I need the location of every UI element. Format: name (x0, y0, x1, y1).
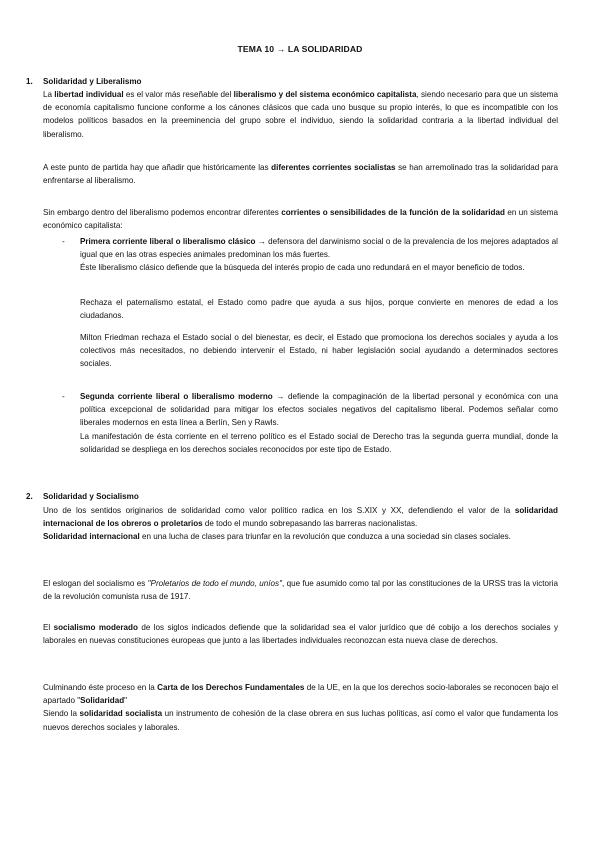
bullet-1-text (80, 235, 558, 261)
bullet-1-paragraph-3-block (80, 296, 558, 322)
text-run: El eslogan del socialismo es (43, 579, 148, 588)
section-2-title: Solidaridad y Socialismo (43, 492, 139, 501)
bullet-2-item (80, 390, 558, 456)
bold-run: Primera corriente liberal o liberalismo clásico → (80, 237, 266, 246)
bold-run: solidaridad socialista (79, 709, 163, 719)
text-run: A este punto de partida hay que añadir que históricamente las (43, 163, 272, 172)
text-run: un instrumento de cohesión de la clase obrera en sus luchas políticas, así como el valor que fundamenta los nuevos derechos sociales y laborales. (43, 709, 558, 732)
s2-paragraph-4 (43, 621, 558, 647)
s2-paragraph-1 (43, 504, 558, 544)
text-run: de todo el mundo sobrepasando las barreras nacionalistas. (202, 519, 418, 529)
bold-run: Carta de los Derechos Fundamentales (157, 683, 305, 692)
section-1-number: 1. (26, 77, 33, 86)
bullet-2-marker: - (62, 392, 65, 401)
s2-paragraph-3 (43, 577, 558, 603)
bold-run: diferentes corrientes socialistas (271, 163, 396, 172)
s2-paragraph-1-text (43, 504, 558, 530)
bold-run: liberalismo y del sistema económico capitalista (233, 90, 417, 99)
text-run: defensora del darwinismo social o de la prevalencia de los mejores adaptados al igual que en las otras especies animales predominan los más fuertes. (80, 237, 558, 260)
section-1-heading (26, 75, 142, 88)
bold-run: libertad individual (54, 90, 124, 99)
text-run: , siendo necesario para que un sistema de economía capitalismo funcione conforme a los cánones clásicos que cada uno busque su propio interés, lo que es incompatible con los modelos políticos basados en la preeminencia del grupo sobre el individuo, siendo la solidaridad contraria a la libertad individual del liberalismo. (43, 90, 558, 139)
bullet-1-paragraph-4-block (80, 331, 558, 371)
section-1-title: Solidaridad y Liberalismo (43, 77, 142, 86)
text-run: defiende la compaginación de la libertad personal y económica con una política excepcional de solidaridad para mitigar los efectos sociales negativos del capitalismo liberal. Podemos señalar como liberales modernos en esta línea a Berlín, Sen y Rawls. (80, 392, 558, 428)
bold-run: socialismo moderado (53, 623, 138, 632)
bold-run: solidaridad internacional de los obreros o proletarios (43, 506, 558, 529)
section-2-heading (26, 490, 139, 503)
text-run: Sin embargo dentro del liberalismo podemos encontrar diferentes (43, 208, 282, 217)
italic-run: "Proletarios de todo el mundo, uníos" (147, 579, 282, 588)
bullet-1-marker: - (62, 237, 65, 246)
text-run: es el valor más reseñable del (123, 90, 234, 99)
bold-run: Solidaridad (80, 696, 125, 706)
text-run: " (124, 696, 128, 706)
bullet-2-text (80, 390, 558, 430)
text-run: en una lucha de clases para triunfar en la revolución que conduzca a una sociedad sin clases sociales. (139, 532, 511, 542)
text-run: se han arremolinado tras la solidaridad para enfrentarse al liberalismo. (43, 163, 559, 186)
bullet-1-item (80, 235, 558, 275)
bullet-2-paragraph-2: La manifestación de ésta corriente en el terreno político es el Estado social de Derecho tras la segunda guerra mundial, donde la solidaridad se despliega en los derechos sociales reconocidos por este tipo de Estado. (80, 431, 558, 454)
text-run: El (43, 623, 54, 632)
s1-paragraph-2-text (43, 161, 558, 187)
s1-paragraph-1 (43, 88, 558, 141)
s2-paragraph-5 (43, 681, 558, 734)
bold-run: Segunda corriente liberal o liberalismo moderno → (80, 392, 285, 401)
text-run: de los siglos indicados defiende que la solidaridad sea el valor jurídico que dé cobijo a los derechos sociales y laborales en nuevas constituciones europeas que junto a las libertades individuales reconozcan esta nueva clase de derechos. (43, 623, 558, 646)
s1-paragraph-1-text (43, 88, 558, 141)
text-run: , que fue asumido como tal por las constituciones de la URSS tras la victoria de la revolución comunista rusa de 1917. (43, 579, 558, 602)
s2-paragraph-2-text (43, 530, 558, 543)
text-run: Siendo la (43, 709, 80, 719)
bold-run: Solidaridad internacional (43, 532, 140, 542)
s2-paragraph-4-text (43, 621, 558, 647)
s1-paragraph-3-text (43, 206, 558, 232)
s2-paragraph-3-text (43, 577, 558, 603)
s2-paragraph-6-text (43, 707, 558, 733)
section-2-number: 2. (26, 492, 33, 501)
s1-paragraph-3 (43, 206, 558, 232)
text-run: Culminando éste proceso en la (43, 683, 158, 692)
bullet-1-paragraph-2: Éste liberalismo clásico defiende que la búsqueda del interés propio de cada uno redundará en el mayor beneficio de todos. (80, 263, 525, 273)
bullet-1-paragraph-4: Milton Friedman rechaza el Estado social o del bienestar, es decir, el Estado que promociona los derechos sociales y ayuda a los colectivos más necesitados, no debiendo intervenir el Estado, ni haber legislación social ayudando a determinados sectores sociales. (80, 333, 558, 369)
text-run: La (43, 90, 55, 99)
text-run: en un sistema económico capitalista: (43, 208, 559, 231)
s2-paragraph-5-text (43, 681, 558, 707)
bold-run: corrientes o sensibilidades de la función de la solidaridad (281, 208, 505, 217)
text-run: de la UE, en la que los derechos socio-laborales se reconocen bajo el apartado " (43, 683, 558, 706)
text-run: Uno de los sentidos originarios de solidaridad como valor político radica en los S.XIX y XX, defendiendo el valor de la (43, 506, 515, 515)
s1-paragraph-2 (43, 161, 558, 187)
bullet-1-paragraph-3: Rechaza el paternalismo estatal, el Estado como padre que ayuda a sus hijos, porque convierte en menores de edad a los ciudadanos. (80, 298, 558, 321)
document-title: TEMA 10 → LA SOLIDARIDAD (237, 44, 363, 54)
